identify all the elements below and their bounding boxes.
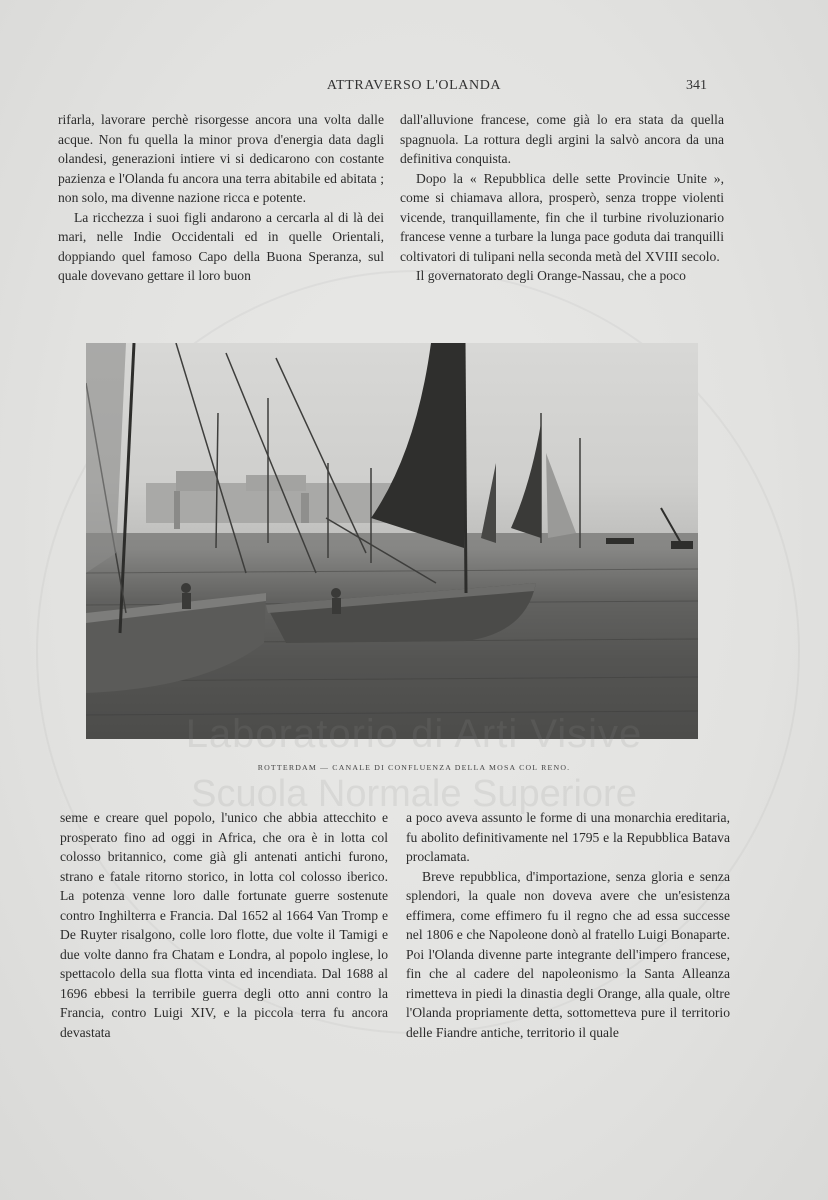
paragraph: rifarla, lavorare perchè risorgesse ancora una volta dalle acque. Non fu quella la minor prova d'energia data dagli olandesi, generazioni intiere vi si dedicarono con costante pazienza e l'Olanda fu ancora una terra abitabile ed abitata ; non solo, ma divenne nazione ricca e potente.: [58, 112, 384, 205]
paragraph: seme e creare quel popolo, l'unico che abbia attecchito e prosperato fino ad oggi in Africa, che ora è in lotta col colosso britannico, come già gli antenati antichi furono, strano e fatale ritorno storico, in lotta col colosso iberico. La potenza venne loro dalle fortunate guerre sostenute contro Inghilterra e Francia. Dal 1652 al 1664 Van Tromp e De Ruyter risalgono, colle loro flotte, due volte il Tamigi e due volte danno fra Chatam e Londra, al popolo inglese, lo spettacolo della sua flotta vinta ed incendiata. Dal 1688 al 1696 ebbesi la terribile guerra degli otto anni contro la Francia, contro Luigi XIV, e la piccola terra fu ancora devastata: [60, 810, 388, 1040]
photo-caption: ROTTERDAM — CANALE DI CONFLUENZA DELLA MOSA COL RENO.: [257, 763, 571, 772]
text-column-top-right: [400, 110, 724, 286]
text-column-bottom-right: [406, 808, 730, 1042]
paragraph: dall'alluvione francese, come già lo era stata da quella spagnuola. La rottura degli argini la salvò ancora da una definitiva conquista.: [400, 112, 724, 166]
watermark-line: Scuola Normale Superiore: [191, 773, 637, 815]
sailboats-canal-photo: [86, 343, 698, 739]
running-title: ATTRAVERSO L'OLANDA: [326, 78, 502, 93]
paragraph: Dopo la « Repubblica delle sette Provincie Unite », come si chiamava allora, prosperò, senza troppe violenti vicende, tranquillamente, fin che il turbine rivoluzionario francese venne a turbare la lunga pace goduta dai tranquilli coltivatori di tulipani nella seconda metà del XVIII secolo.: [400, 170, 724, 264]
page-number: 341: [686, 78, 707, 93]
paragraph: Breve repubblica, d'importazione, senza gloria e senza splendori, la quale non doveva avere che un'esistenza effimera, come effimero fu il regno che ad essa successe nel 1806 e che Napoleone donò al fratello Luigi Bonaparte. Poi l'Olanda divenne parte integrante dell'impero francese, fin che al cadere del napoleonismo la Santa Alleanza rimetteva in piedi la dinastia degli Orange, alla quale, oltre l'Olanda propriamente detta, sottometteva pure il territorio delle Fiandre antiche, territorio il quale: [406, 868, 730, 1040]
text-column-bottom-left: [60, 808, 388, 1042]
paragraph: Il governatorato degli Orange-Nassau, che a poco: [416, 268, 686, 283]
paragraph: La ricchezza i suoi figli andarono a cercarla al di là dei mari, nelle Indie Occidentali ed in quelle Orientali, doppiando quel famoso Capo della Buona Speranza, sul quale dovevano gettare il loro buon: [58, 209, 384, 283]
page-header: [0, 78, 828, 98]
text-column-top-left: [58, 110, 384, 286]
paragraph: a poco aveva assunto le forme di una monarchia ereditaria, fu abolito definitivamente nel 1795 e la Repubblica Batava proclamata.: [406, 810, 730, 864]
